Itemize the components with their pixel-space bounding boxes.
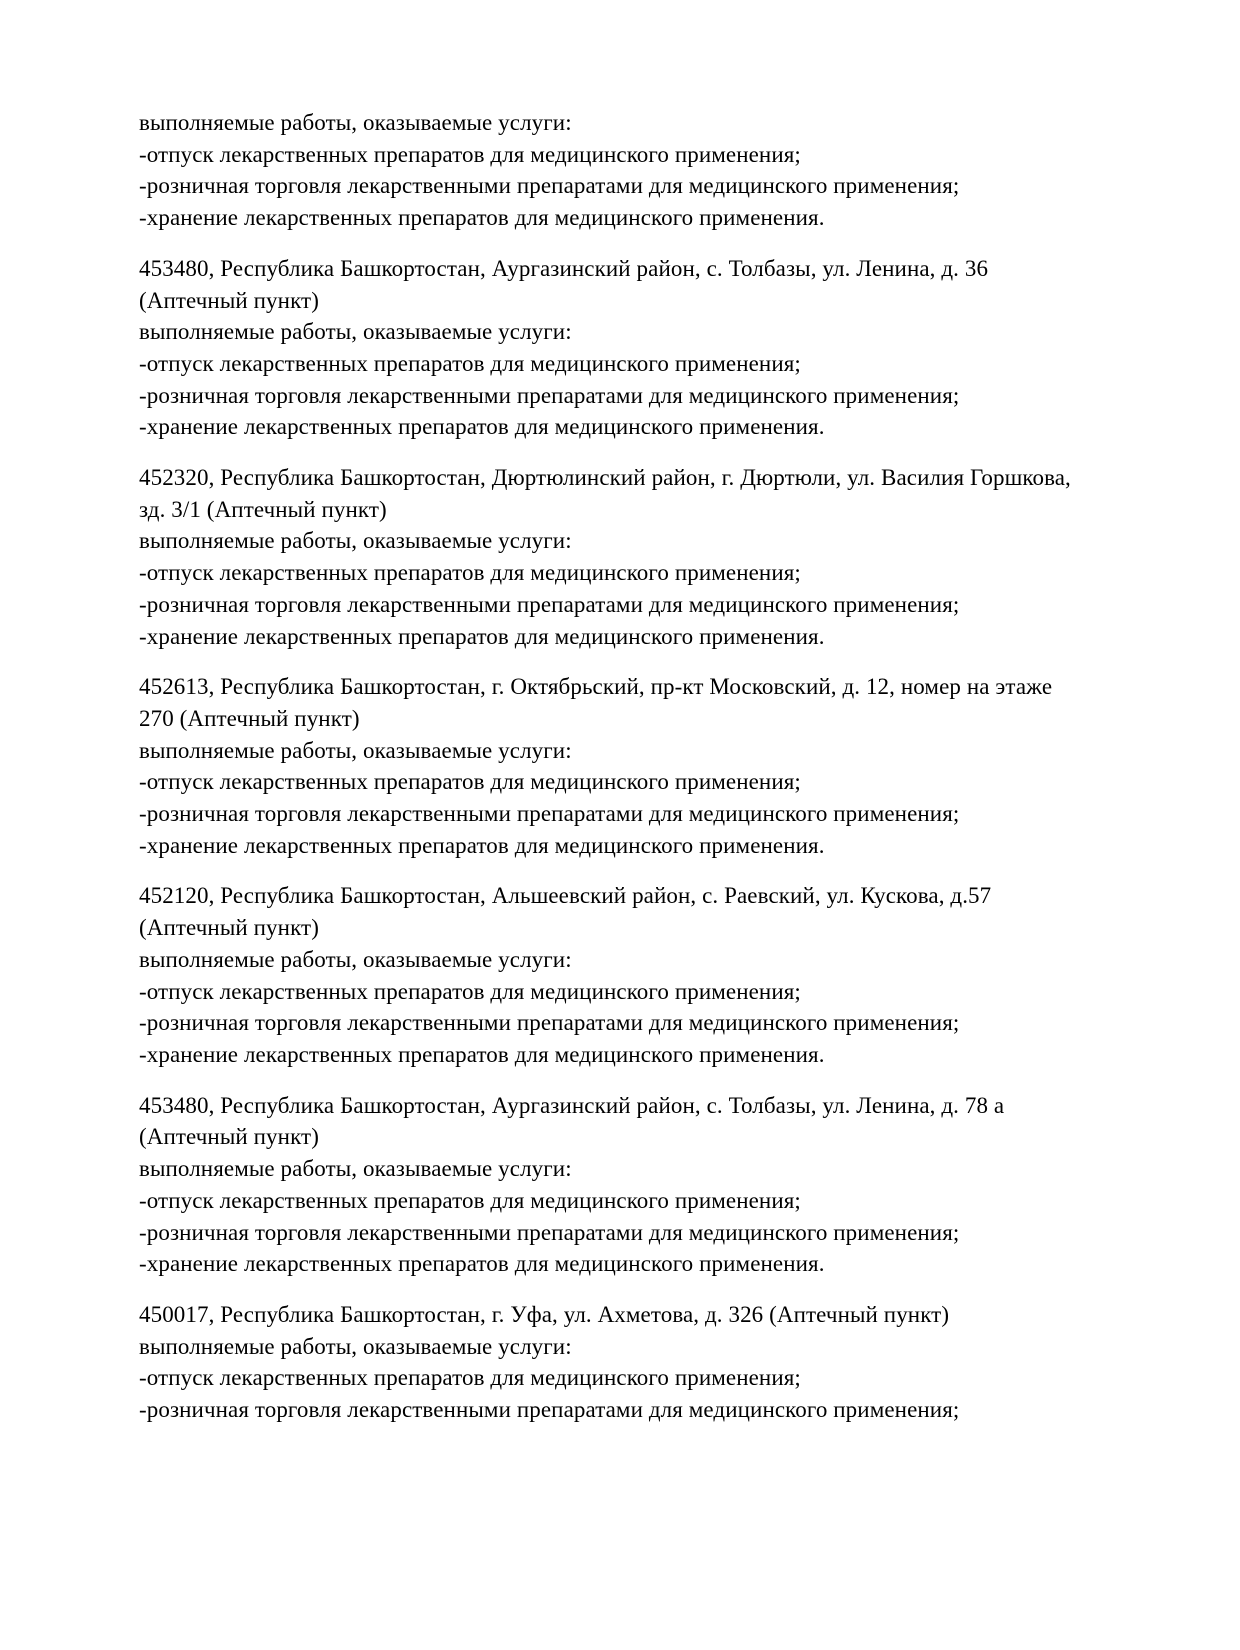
license-entry-raevsky-kuskova-57 [139, 880, 1190, 1070]
entry-address-line: (Аптечный пункт) [139, 287, 319, 313]
service-line: -хранение лекарственных препаратов для медицинского применения. [139, 832, 825, 858]
license-entry-oktyabrsky-moskovsky-12 [139, 671, 1190, 861]
document-content [139, 107, 1190, 1426]
entry-address-line: 453480, Республика Башкортостан, Аургазинский район, с. Толбазы, ул. Ленина, д. 36 [139, 255, 989, 281]
services-header-line: выполняемые работы, оказываемые услуги: [139, 110, 572, 135]
entry-services [139, 735, 1190, 862]
license-entry-ufa-akhmetova-326 [139, 1299, 1190, 1426]
entry-address [139, 462, 1190, 525]
entry-address-line: (Аптечный пункт) [139, 1124, 319, 1150]
service-line: -хранение лекарственных препаратов для медицинского применения. [139, 1251, 825, 1277]
entry-address [139, 253, 1190, 316]
service-line: -отпуск лекарственных препаратов для медицинского применения; [139, 1365, 801, 1391]
service-line: -отпуск лекарственных препаратов для медицинского применения; [139, 769, 801, 795]
entry-services [139, 1153, 1190, 1280]
service-line: -отпуск лекарственных препаратов для медицинского применения; [139, 350, 801, 376]
services-header-line: выполняемые работы, оказываемые услуги: [139, 319, 572, 345]
license-entry-dyurtyuli-gorshkova-3-1 [139, 462, 1190, 652]
services-header-line: выполняемые работы, оказываемые услуги: [139, 1156, 572, 1182]
entry-services [139, 316, 1190, 443]
license-entry-tolbazy-lenina-36 [139, 253, 1190, 443]
services-header-line: выполняемые работы, оказываемые услуги: [139, 737, 572, 763]
entry-address-line: (Аптечный пункт) [139, 915, 319, 941]
service-line: -розничная торговля лекарственными препаратами для медицинского применения; [139, 801, 960, 827]
services-continuation [139, 107, 1190, 234]
service-line: -хранение лекарственных препаратов для медицинского применения. [139, 1041, 825, 1067]
service-line: -розничная торговля лекарственными препаратами для медицинского применения; [139, 1397, 960, 1423]
entry-services [139, 1331, 1190, 1426]
entry-services [139, 525, 1190, 652]
service-line: -розничная торговля лекарственными препаратами для медицинского применения; [139, 1219, 960, 1245]
entry-services [139, 107, 1190, 234]
entry-address-line: 452120, Республика Башкортостан, Альшеевский район, с. Раевский, ул. Кускова, д.57 [139, 883, 992, 909]
service-line: -розничная торговля лекарственными препаратами для медицинского применения; [139, 591, 960, 617]
entry-services [139, 944, 1190, 1071]
service-line: -розничная торговля лекарственными препаратами для медицинского применения; [139, 382, 960, 408]
entry-address-line: 452320, Республика Башкортостан, Дюртюлинский район, г. Дюртюли, ул. Василия Горшкова, [139, 465, 1071, 491]
entry-address [139, 880, 1190, 943]
service-line: -хранение лекарственных препаратов для медицинского применения. [139, 414, 825, 440]
entry-address [139, 1299, 1190, 1331]
service-line: -хранение лекарственных препаратов для медицинского применения. [139, 623, 825, 649]
entry-address-line: 453480, Республика Башкортостан, Аургазинский район, с. Толбазы, ул. Ленина, д. 78 а [139, 1092, 1005, 1118]
service-line: -розничная торговля лекарственными препаратами для медицинского применения; [139, 173, 960, 199]
services-header-line: выполняемые работы, оказываемые услуги: [139, 1333, 572, 1359]
service-line: -отпуск лекарственных препаратов для медицинского применения; [139, 560, 801, 586]
entry-address-line: 270 (Аптечный пункт) [139, 705, 360, 731]
services-header-line: выполняемые работы, оказываемые услуги: [139, 528, 572, 554]
service-line: -отпуск лекарственных препаратов для медицинского применения; [139, 978, 801, 1004]
service-line: -розничная торговля лекарственными препаратами для медицинского применения; [139, 1010, 960, 1036]
service-line: -отпуск лекарственных препаратов для медицинского применения; [139, 1187, 801, 1213]
services-header-line: выполняемые работы, оказываемые услуги: [139, 946, 572, 972]
entry-address-line: зд. 3/1 (Аптечный пункт) [139, 496, 387, 522]
entry-address-line: 450017, Республика Башкортостан, г. Уфа, ул. Ахметова, д. 326 (Аптечный пункт) [139, 1301, 950, 1327]
entry-address-line: 452613, Республика Башкортостан, г. Октябрьский, пр-кт Московский, д. 12, номер на этаже [139, 674, 1053, 700]
entry-address [139, 671, 1190, 734]
service-line: -хранение лекарственных препаратов для медицинского применения. [139, 205, 825, 231]
entry-address [139, 1090, 1190, 1153]
service-line: -отпуск лекарственных препаратов для медицинского применения; [139, 141, 801, 167]
license-entry-tolbazy-lenina-78a [139, 1090, 1190, 1280]
